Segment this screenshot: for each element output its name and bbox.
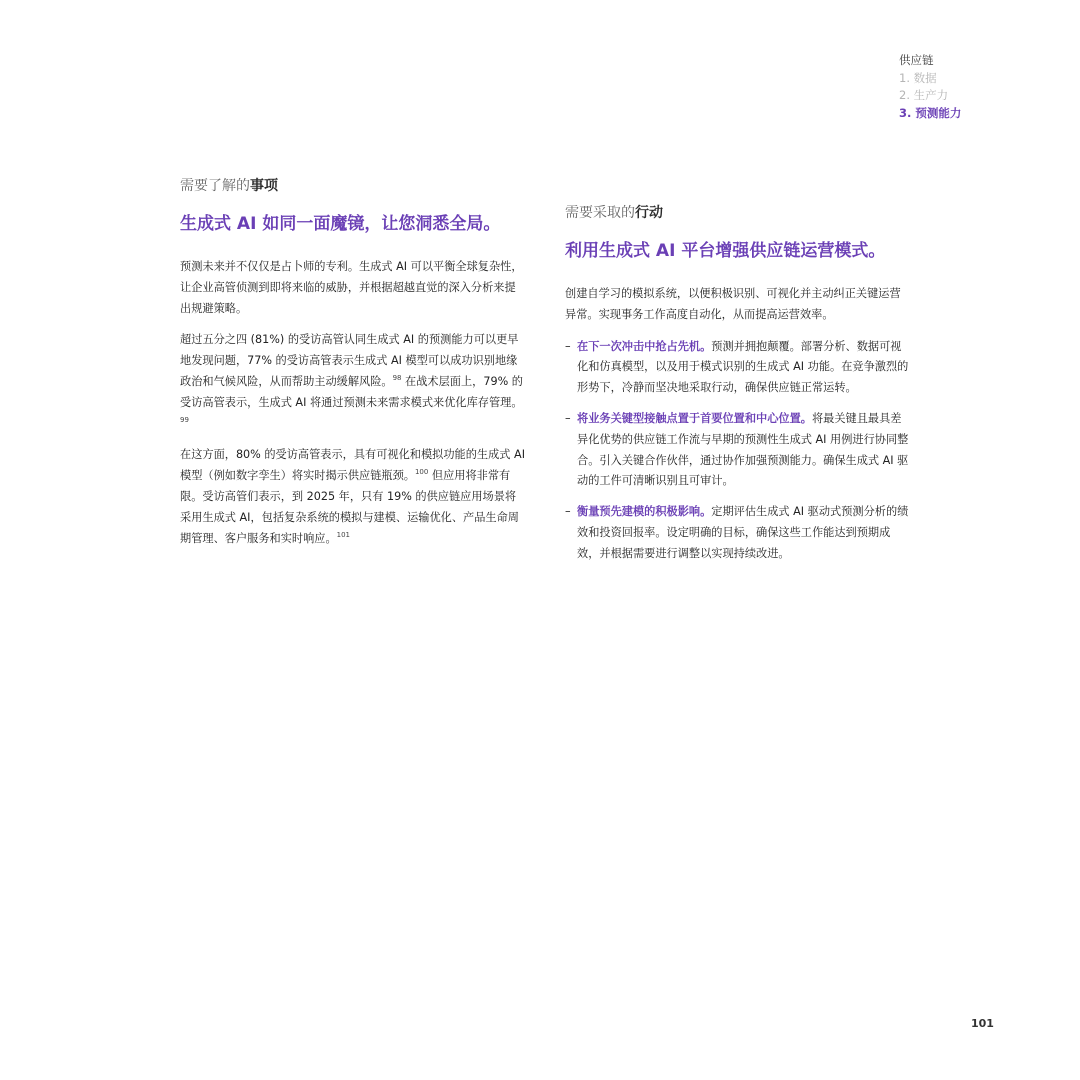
bullet-dash: –	[565, 411, 571, 425]
right-headline: 利用生成式 AI 平台增强供应链运营模式。	[565, 241, 886, 261]
eyebrow-bold: 事项	[250, 178, 278, 194]
right-intro: 创建自学习的模拟系统，以便积极识别、可视化并主动纠正关键运营异常。实现事务工作高度自动化，从而提高运营效率。	[565, 287, 901, 321]
eyebrow-bold: 行动	[635, 205, 663, 221]
actions-eyebrow	[565, 203, 910, 223]
page-number: 101	[971, 1017, 994, 1030]
bullet-dash: –	[565, 505, 571, 519]
bullet-dash: –	[565, 339, 571, 353]
bullet-lead: 在下一次冲击中抢占先机。	[577, 339, 712, 353]
footnote-ref[interactable]: 98	[392, 373, 402, 382]
bullet-body: 将最关键且最具差异化优势的供应链工作流与早期的预测性生成式 AI 用例进行协同整合。引入关键合作伙伴，通过协作加强预测能力。确保生成式 AI 驱动的工件可清晰识别且可审计。	[577, 411, 909, 488]
paragraph-text: 但应用将非常有限。受访高管们表示，到 2025 年，只有 19% 的供应链应用场景将采用生成式 AI，包括复杂系统的模拟与建模、运输优化、产品生命周期管理、客户服务和实时响应。	[180, 469, 519, 545]
left-headline: 生成式 AI 如同一面魔镜，让您洞悉全局。	[180, 214, 501, 234]
left-paragraph-1: 预测未来并不仅仅是占卜师的专利。生成式 AI 可以平衡全球复杂性，让企业高管侦测到即将来临的威胁，并根据超越直觉的深入分析来提出规避策略。	[180, 260, 523, 315]
paragraph-text: 在这方面，80% 的受访高管表示，具有可视化和模拟功能的生成式 AI 模型（例如数字孪生）将实时揭示供应链瓶颈。	[180, 448, 525, 483]
footnote-ref[interactable]: 101	[336, 530, 351, 539]
section-navigation	[899, 52, 961, 122]
footnote-ref[interactable]: 100	[414, 468, 429, 477]
bullet-lead: 将业务关键型接触点置于首要位置和中心位置。	[577, 411, 812, 425]
what-to-know-eyebrow	[180, 176, 525, 196]
bullet-lead: 衡量预先建模的积极影响。	[577, 505, 712, 519]
bullet-body: 定期评估生成式 AI 驱动式预测分析的绩效和投资回报率。设定明确的目标，确保这些工作能达到预期成效，并根据需要进行调整以实现持续改进。	[577, 505, 909, 560]
list-item	[565, 337, 910, 399]
footnote-ref[interactable]: 99	[180, 415, 189, 424]
left-paragraph-2	[180, 330, 525, 434]
list-item	[565, 409, 910, 492]
actions-column	[565, 203, 910, 575]
bullet-body: 预测并拥抱颠覆。部署分析、数据可视化和仿真模型，以及用于模式识别的生成式 AI 功能。在竞争激烈的形势下，冷静而坚决地采取行动，确保供应链正常运转。	[577, 339, 909, 395]
eyebrow-prefix: 需要采取的	[565, 205, 635, 221]
left-paragraph-3	[180, 445, 525, 549]
what-to-know-column	[180, 176, 525, 560]
list-item	[565, 502, 910, 564]
paragraph-text: 超过五分之四 (81%) 的受访高管认同生成式 AI 的预测能力可以更早地发现问题，77% 的受访高管表示生成式 AI 模型可以成功识别地缘政治和气候风险，从而帮助主动缓解风险。	[180, 333, 519, 388]
nav-item-data[interactable]: 1. 数据	[899, 70, 937, 85]
nav-item-productivity[interactable]: 2. 生产力	[899, 88, 949, 102]
paragraph-text: 在战术层面上，79% 的受访高管表示，生成式 AI 将通过预测未来需求模式来优化库存管理。	[180, 374, 523, 409]
nav-item-prediction[interactable]: 3. 预测能力	[899, 105, 962, 120]
action-list	[565, 337, 910, 565]
eyebrow-prefix: 需要了解的	[180, 178, 250, 194]
nav-section-title: 供应链	[899, 53, 934, 67]
